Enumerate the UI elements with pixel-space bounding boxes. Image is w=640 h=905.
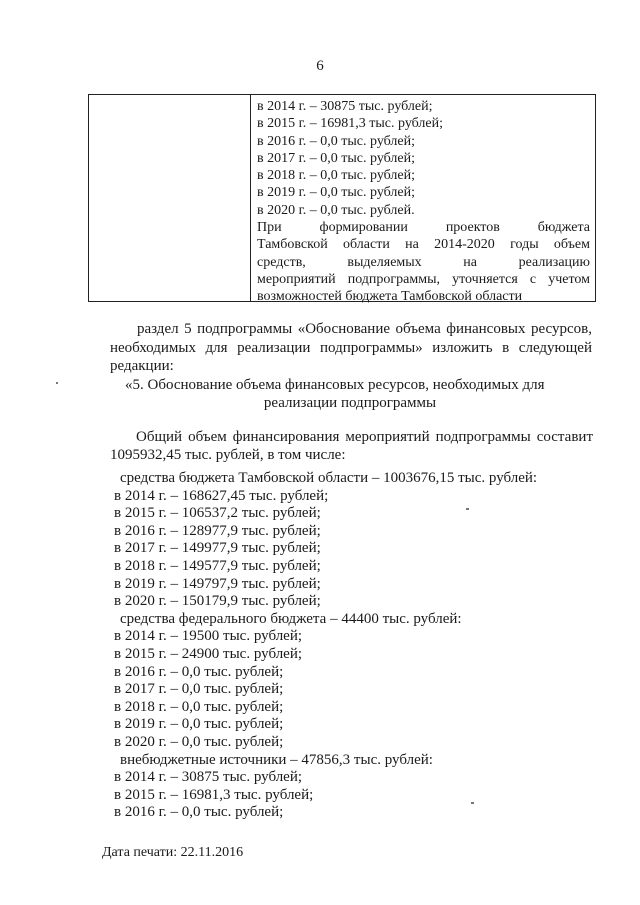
funding-year-line: в 2017 г. – 0,0 тыс. рублей;	[114, 681, 284, 698]
funding-year-line: в 2020 г. – 150179,9 тыс. рублей;	[114, 593, 321, 610]
funding-source-heading: средства федерального бюджета – 44400 тыс. рублей:	[120, 610, 462, 627]
funding-year-line: в 2014 г. – 30875 тыс. рублей;	[114, 769, 303, 786]
funding-year-line: в 2014 г. – 19500 тыс. рублей;	[114, 628, 303, 645]
section-title-line: реализации подпрограммы	[263, 395, 437, 411]
funding-list	[114, 470, 594, 822]
table-note-line: При формировании проектов бюджета	[257, 220, 590, 236]
table-note-line: возможностей бюджета Тамбовской области	[257, 289, 523, 305]
total-line: Общий объем финансирования мероприятий подпрограммы составит	[136, 429, 593, 445]
funding-year-line: в 2018 г. – 149577,9 тыс. рублей;	[114, 557, 321, 574]
instruction-line: необходимых для реализации подпрограммы» изложить в следующей	[110, 340, 592, 356]
funding-year-line: в 2020 г. – 0,0 тыс. рублей;	[114, 733, 284, 750]
table-right-cell	[257, 98, 590, 306]
funding-year-line: в 2016 г. – 0,0 тыс. рублей;	[114, 804, 284, 821]
funding-year-line: в 2016 г. – 128977,9 тыс. рублей;	[114, 522, 321, 539]
scan-speck	[471, 802, 474, 804]
funding-source-heading: внебюджетные источники – 47856,3 тыс. рублей:	[120, 751, 433, 768]
funding-year-line: в 2019 г. – 149797,9 тыс. рублей;	[114, 575, 321, 592]
funding-year-line: в 2015 г. – 24900 тыс. рублей;	[114, 645, 303, 662]
section-title-line: «5. Обоснование объема финансовых ресурсов, необходимых для	[125, 377, 545, 393]
print-date: Дата печати: 22.11.2016	[102, 845, 244, 860]
funding-year-line: в 2019 г. – 0,0 тыс. рублей;	[114, 716, 284, 733]
table-line: в 2015 г. – 16981,3 тыс. рублей;	[257, 116, 443, 132]
instruction-line: раздел 5 подпрограммы «Обоснование объема финансовых ресурсов,	[137, 321, 592, 337]
table-left-cell	[89, 95, 251, 301]
table-line: в 2018 г. – 0,0 тыс. рублей;	[257, 168, 415, 184]
funding-year-line: в 2016 г. – 0,0 тыс. рублей;	[114, 663, 284, 680]
table-line: в 2014 г. – 30875 тыс. рублей;	[257, 99, 433, 114]
table-line: в 2016 г. – 0,0 тыс. рублей;	[257, 133, 415, 149]
instruction-line: редакции:	[110, 358, 174, 374]
funding-year-line: в 2018 г. – 0,0 тыс. рублей;	[114, 698, 284, 715]
scan-speck	[56, 382, 58, 384]
scan-speck	[466, 508, 469, 510]
table-note-line: средств, выделяемых на реализацию	[257, 254, 590, 270]
funding-year-line: в 2015 г. – 106537,2 тыс. рублей;	[114, 505, 321, 522]
page-number: 6	[316, 58, 324, 74]
funding-source-heading: средства бюджета Тамбовской области – 1003676,15 тыс. рублей:	[120, 470, 538, 486]
funding-year-line: в 2015 г. – 16981,3 тыс. рублей;	[114, 786, 314, 803]
funding-year-line: в 2017 г. – 149977,9 тыс. рублей;	[114, 540, 321, 557]
table-note-line: Тамбовской области на 2014-2020 годы объем	[257, 237, 590, 253]
table-note-line: мероприятий подпрограммы, уточняется с учетом	[257, 271, 590, 287]
budget-table	[88, 94, 596, 305]
funding-year-line: в 2014 г. – 168627,45 тыс. рублей;	[114, 487, 329, 504]
table-line: в 2019 г. – 0,0 тыс. рублей;	[257, 185, 415, 201]
table-line: в 2020 г. – 0,0 тыс. рублей.	[257, 202, 415, 218]
total-line: 1095932,45 тыс. рублей, в том числе:	[110, 447, 346, 463]
table-line: в 2017 г. – 0,0 тыс. рублей;	[257, 150, 415, 166]
